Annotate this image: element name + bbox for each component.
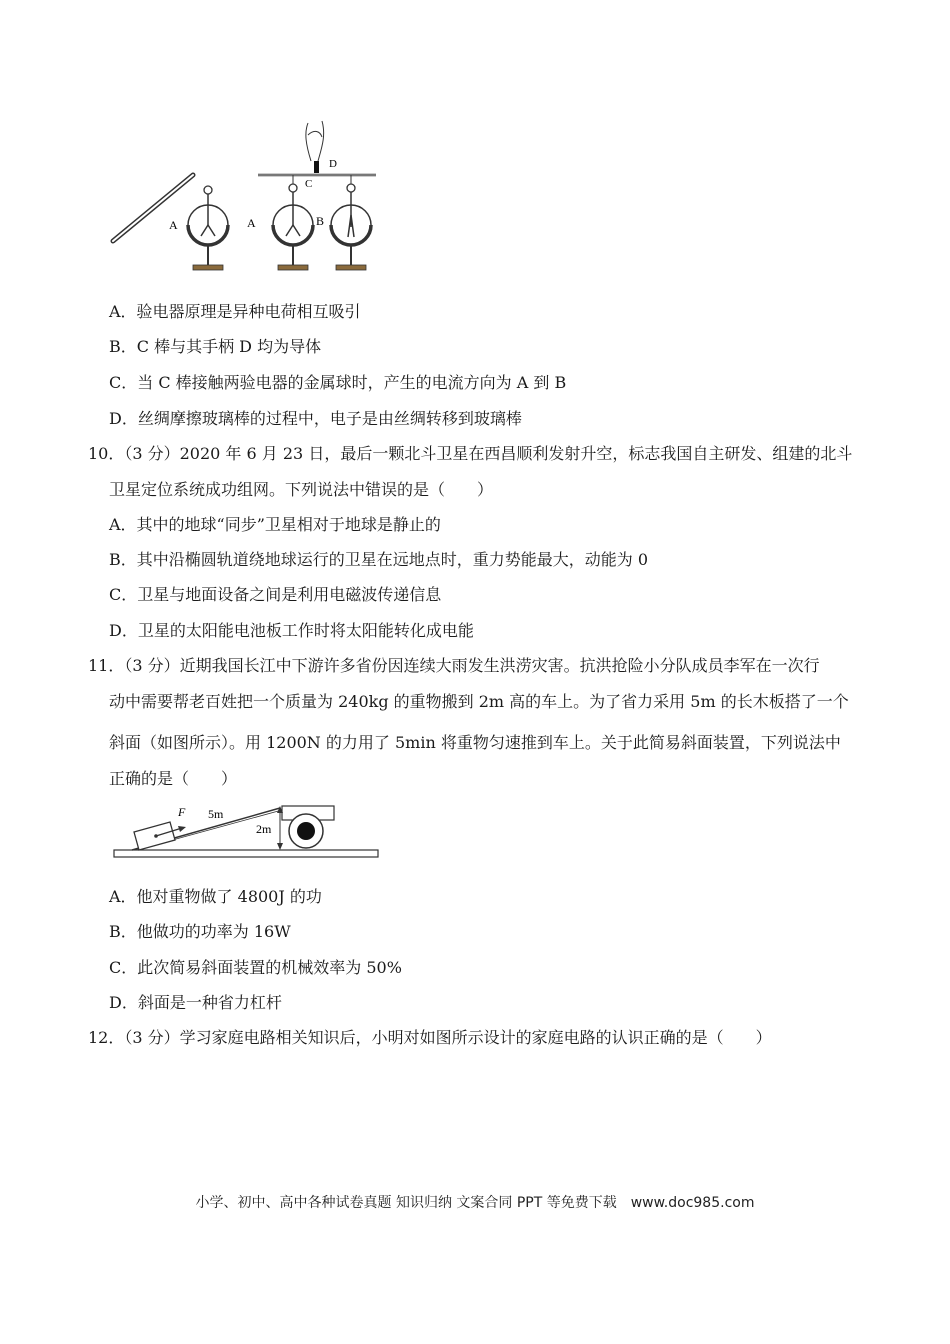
height-dimension	[256, 806, 283, 850]
q11-option-c: C．此次简易斜面装置的机械效率为 50%	[109, 958, 402, 977]
q10-stem-line1: 10．（3 分）2020 年 6 月 23 日，最后一颗北斗卫星在西昌顺利发射升空，标志我国自主研发、组建的北斗	[88, 444, 853, 463]
q9-option-d: D．丝绸摩擦玻璃棒的过程中，电子是由丝绸转移到玻璃棒	[109, 409, 522, 428]
q12-stem: 12．（3 分）学习家庭电路相关知识后，小明对如图所示设计的家庭电路的认识正确的是（ ）	[88, 1028, 772, 1047]
electroscope-a-left	[169, 186, 228, 270]
height-label: 2m	[256, 822, 272, 836]
label-d: D	[329, 158, 337, 170]
electroscope-figure	[108, 115, 383, 275]
cart	[282, 806, 334, 848]
page-footer: 小学、初中、高中各种试卷真题 知识归纳 文案合同 PPT 等免费下载 www.doc985.com	[195, 1195, 755, 1211]
q11-option-d: D．斜面是一种省力杠杆	[109, 993, 282, 1012]
q10-stem-line2: 卫星定位系统成功组网。下列说法中错误的是（ ）	[109, 480, 494, 499]
ground-board	[114, 850, 378, 857]
electroscope-b	[316, 175, 371, 270]
heavy-box	[134, 822, 175, 850]
inclined-plane-figure	[112, 798, 382, 862]
q11-option-a: A．他对重物做了 4800J 的功	[109, 887, 322, 906]
q11-stem-line3: 斜面（如图所示）。用 1200N 的力用了 5min 将重物匀速推到车上。关于此简易斜面装置，下列说法中	[109, 733, 841, 752]
q11-stem-line1: 11．（3 分）近期我国长江中下游许多省份因连续大雨发生洪涝灾害。抗洪抢险小分队成员李军在一次行	[88, 656, 820, 675]
conductor-rod-c	[258, 121, 376, 190]
q10-option-c: C．卫星与地面设备之间是利用电磁波传递信息	[109, 585, 442, 604]
q10-option-b: B．其中沿椭圆轨道绕地球运行的卫星在远地点时，重力势能最大，动能为 0	[109, 550, 649, 569]
q9-option-c: C．当 C 棒接触两验电器的金属球时，产生的电流方向为 A 到 B	[109, 373, 567, 392]
q9-option-a: A．验电器原理是异种电荷相互吸引	[109, 302, 361, 321]
glass-rod	[113, 175, 193, 241]
label-c: C	[305, 178, 313, 190]
label-a-1: A	[169, 218, 178, 232]
q11-option-b: B．他做功的功率为 16W	[109, 922, 291, 941]
q11-stem-line2: 动中需要帮老百姓把一个质量为 240kg 的重物搬到 2m 高的车上。为了省力采用 5m 的长木板搭了一个	[109, 692, 849, 711]
hand-icon	[306, 121, 324, 161]
label-b: B	[316, 214, 325, 228]
q10-option-d: D．卫星的太阳能电池板工作时将太阳能转化成电能	[109, 621, 474, 640]
force-label: F	[178, 805, 186, 819]
q9-option-b: B．C 棒与其手柄 D 均为导体	[109, 337, 322, 356]
label-a-2: A	[247, 216, 256, 230]
length-label: 5m	[208, 807, 224, 821]
q10-option-a: A．其中的地球“同步”卫星相对于地球是静止的	[109, 515, 441, 534]
electroscope-a-right	[247, 175, 313, 270]
q11-stem-line4: 正确的是（ ）	[109, 769, 238, 788]
